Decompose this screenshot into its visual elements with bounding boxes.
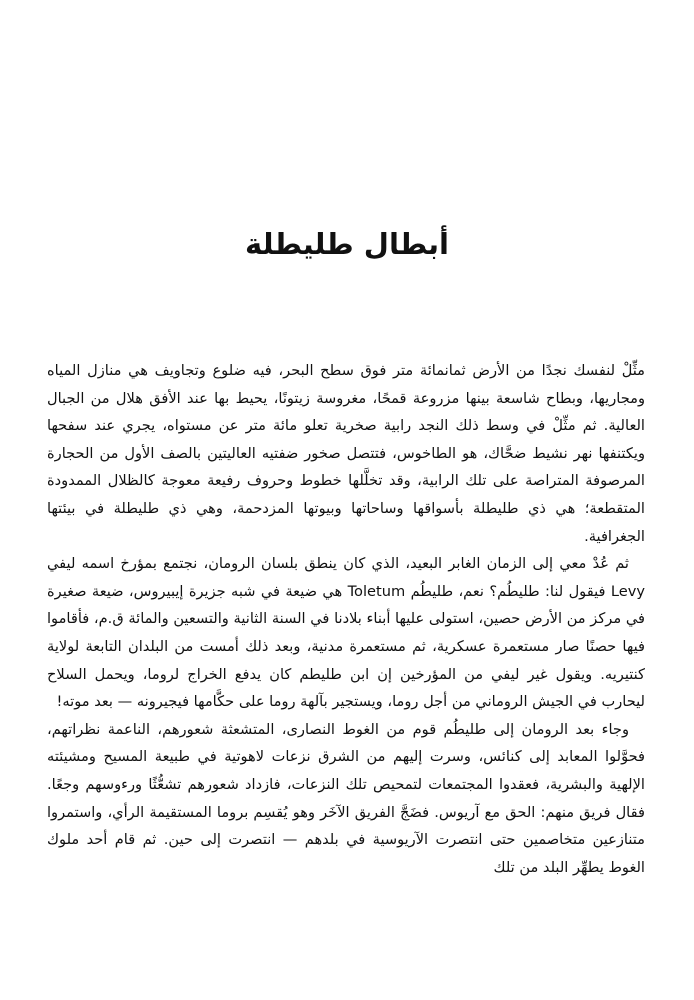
paragraph-1: مثِّلْ لنفسك نجدًا من الأرض ثمانمائة متر فوق سطح البحر، فيه ضلوع وتجاويف هي منازل المياه ومجاريها، وبطاح شاسعة بينها مزروعة قمحًا، مغروسة زيتونًا، يحيط بها عند الأفق هلال من الجبال العالية. ثم مثِّلْ في وسط ذلك النجد رابية صخرية تعلو مائة متر عن مستواه، يجري عند سفحها ويكتنفها نهر نشيط ضحَّاك، هو الطاخوس، فتتصل صخور ضفتيه العاليتين بالصف الأول من الحجارة المرصوفة المتراصة على تلك الرابية، وقد تخلَّلها خطوط وحروف رفيعة معوجة كالظلال الممدودة المتقطعة؛ هي ذي طليطلة بأسواقها وساحاتها وبيوتها المزدحمة، وهي ذي طليطلة في بيئتها الجغرافية. xyxy=(47,362,645,545)
chapter-body xyxy=(47,357,645,881)
paragraph-3: وجاء بعد الرومان إلى طليطُم قوم من الغوط النصارى، المتشعثة شعورهم، الناعمة نظراتهم، فحوَّلوا المعابد إلى كنائس، وسرت إليهم من الشرق نزعات لاهوتية في طبيعة المسيح ومشيئته الإلهية والبشرية، فعقدوا المجتمعات لتمحيص تلك النزعات، فازداد شعورهم تشعُّثًا ورءوسهم وجعًا. فقال فريق منهم: الحق مع آريوس. فضَجَّ الفريق الآخَر وهو يُقسِم بروما المستقيمة الرأي، واستمروا متنازعين متخاصمين حتى انتصرت الآريوسية في بلدهم — انتصرت إلى حين. ثم قام أحد ملوك الغوط يطهِّر البلد من تلك xyxy=(47,720,645,876)
chapter-title: أبطال طليطلة xyxy=(245,227,449,261)
paragraph-2: ثم عُدْ معي إلى الزمان الغابر البعيد، الذي كان ينطق بلسان الرومان، نجتمع بمؤرخ اسمه ليفي Levy فيقول لنا: طليطُم؟ نعم، طليطُم Toletum هي ضيعة في شبه جزيرة إيبيروس، ضيعة صغيرة في مركز من الأرض حصين، استولى عليها أبناء بلادنا في السنة الثانية والتسعين والمائة ق.م، فأقاموا فيها حصنًا صار مستعمرة عسكرية، ثم مستعمرة مدنية، وبعد ذلك أمست من البلدان التابعة لولاية كنتيريه. ويقول غير ليفي من المؤرخين إن ابن طليطم كان يدفع الخراج لروما، ويحمل السلاح ليحارب في الجيش الروماني من أجل روما، ويستجير بآلهة روما على حكَّامها فيجيرونه — بعد موته! xyxy=(47,555,645,711)
